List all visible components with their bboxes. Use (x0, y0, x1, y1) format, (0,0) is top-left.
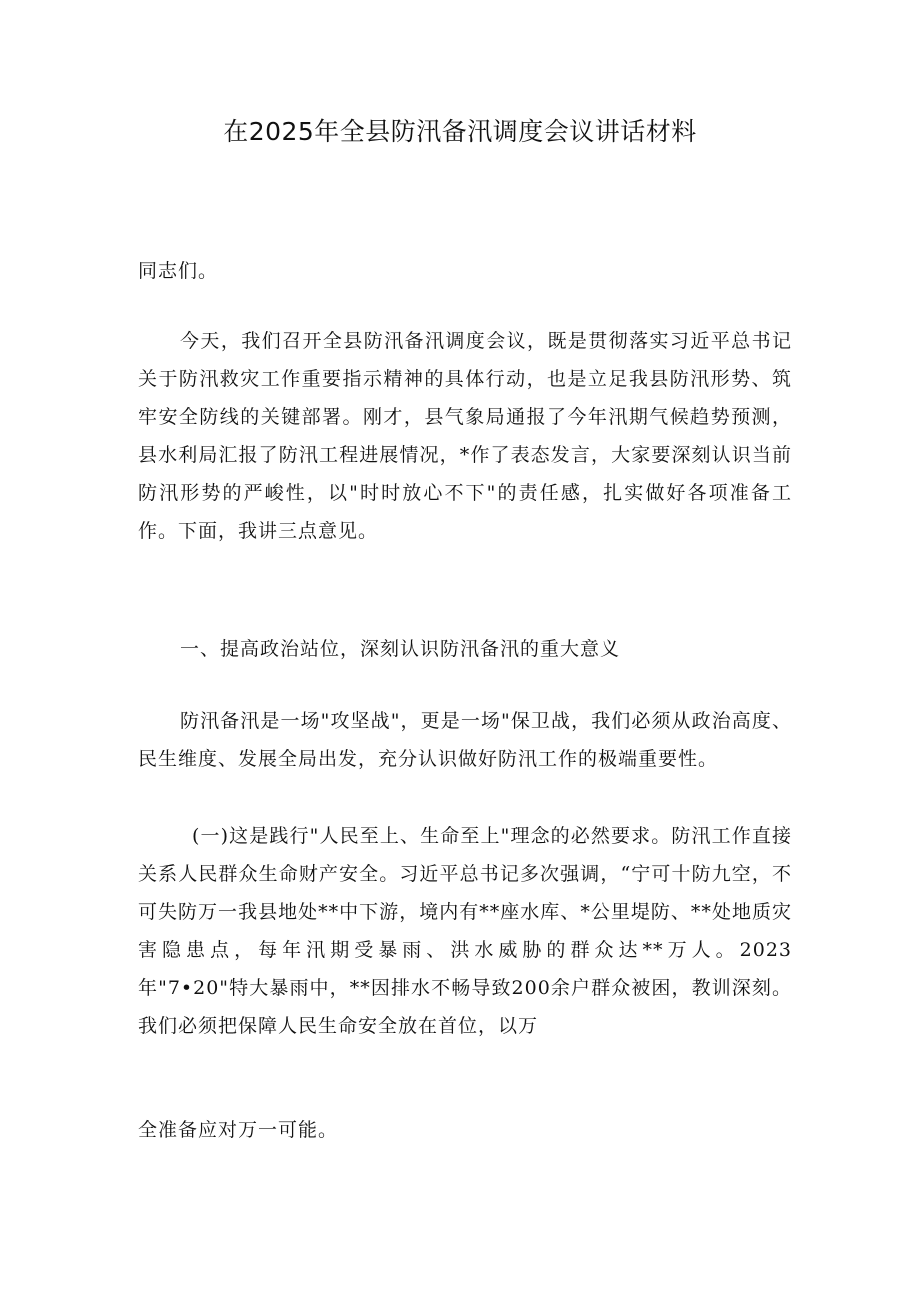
paragraph-subsection-1: (一)这是践行"人民至上、生命至上"理念的必然要求。防汛工作直接关系人民群众生命财产安全。习近平总书记多次强调，“宁可十防九空，不可失防万一我县地处**中下游，境内有**座水库、*公里堤防、**处地质灾害隐患点，每年汛期受暴雨、洪水威胁的群众达**万人。2023年"7•20"特大暴雨中，**因排水不畅导致200余户群众被困，教训深刻。我们必须把保障人民生命安全放在首位，以万 (138, 825, 792, 1037)
document-title: 在2025年全县防汛备汛调度会议讲话材料 (223, 117, 697, 146)
paragraph-significance: 防汛备汛是一场"攻坚战"，更是一场"保卫战，我们必须从政治高度、民生维度、发展全局出发，充分认识做好防汛工作的极端重要性。 (138, 710, 792, 770)
salutation: 同志们。 (138, 260, 219, 282)
paragraph-intro: 今天，我们召开全县防汛备汛调度会议，既是贯彻落实习近平总书记关于防汛救灾工作重要指示精神的具体行动，也是立足我县防汛形势、筑牢安全防线的关键部署。刚才，县气象局通报了今年汛期气候趋势预测，县水利局汇报了防汛工程进展情况，*作了表态发言，大家要深刻认识当前防汛形势的严峻性，以"时时放心不下"的责任感，扎实做好各项准备工作。下面，我讲三点意见。 (138, 330, 792, 542)
section-heading-1: 一、提高政治站位，深刻认识防汛备汛的重大意义 (180, 638, 621, 660)
paragraph-subsection-1-tail: 全准备应对万一可能。 (138, 1119, 339, 1141)
